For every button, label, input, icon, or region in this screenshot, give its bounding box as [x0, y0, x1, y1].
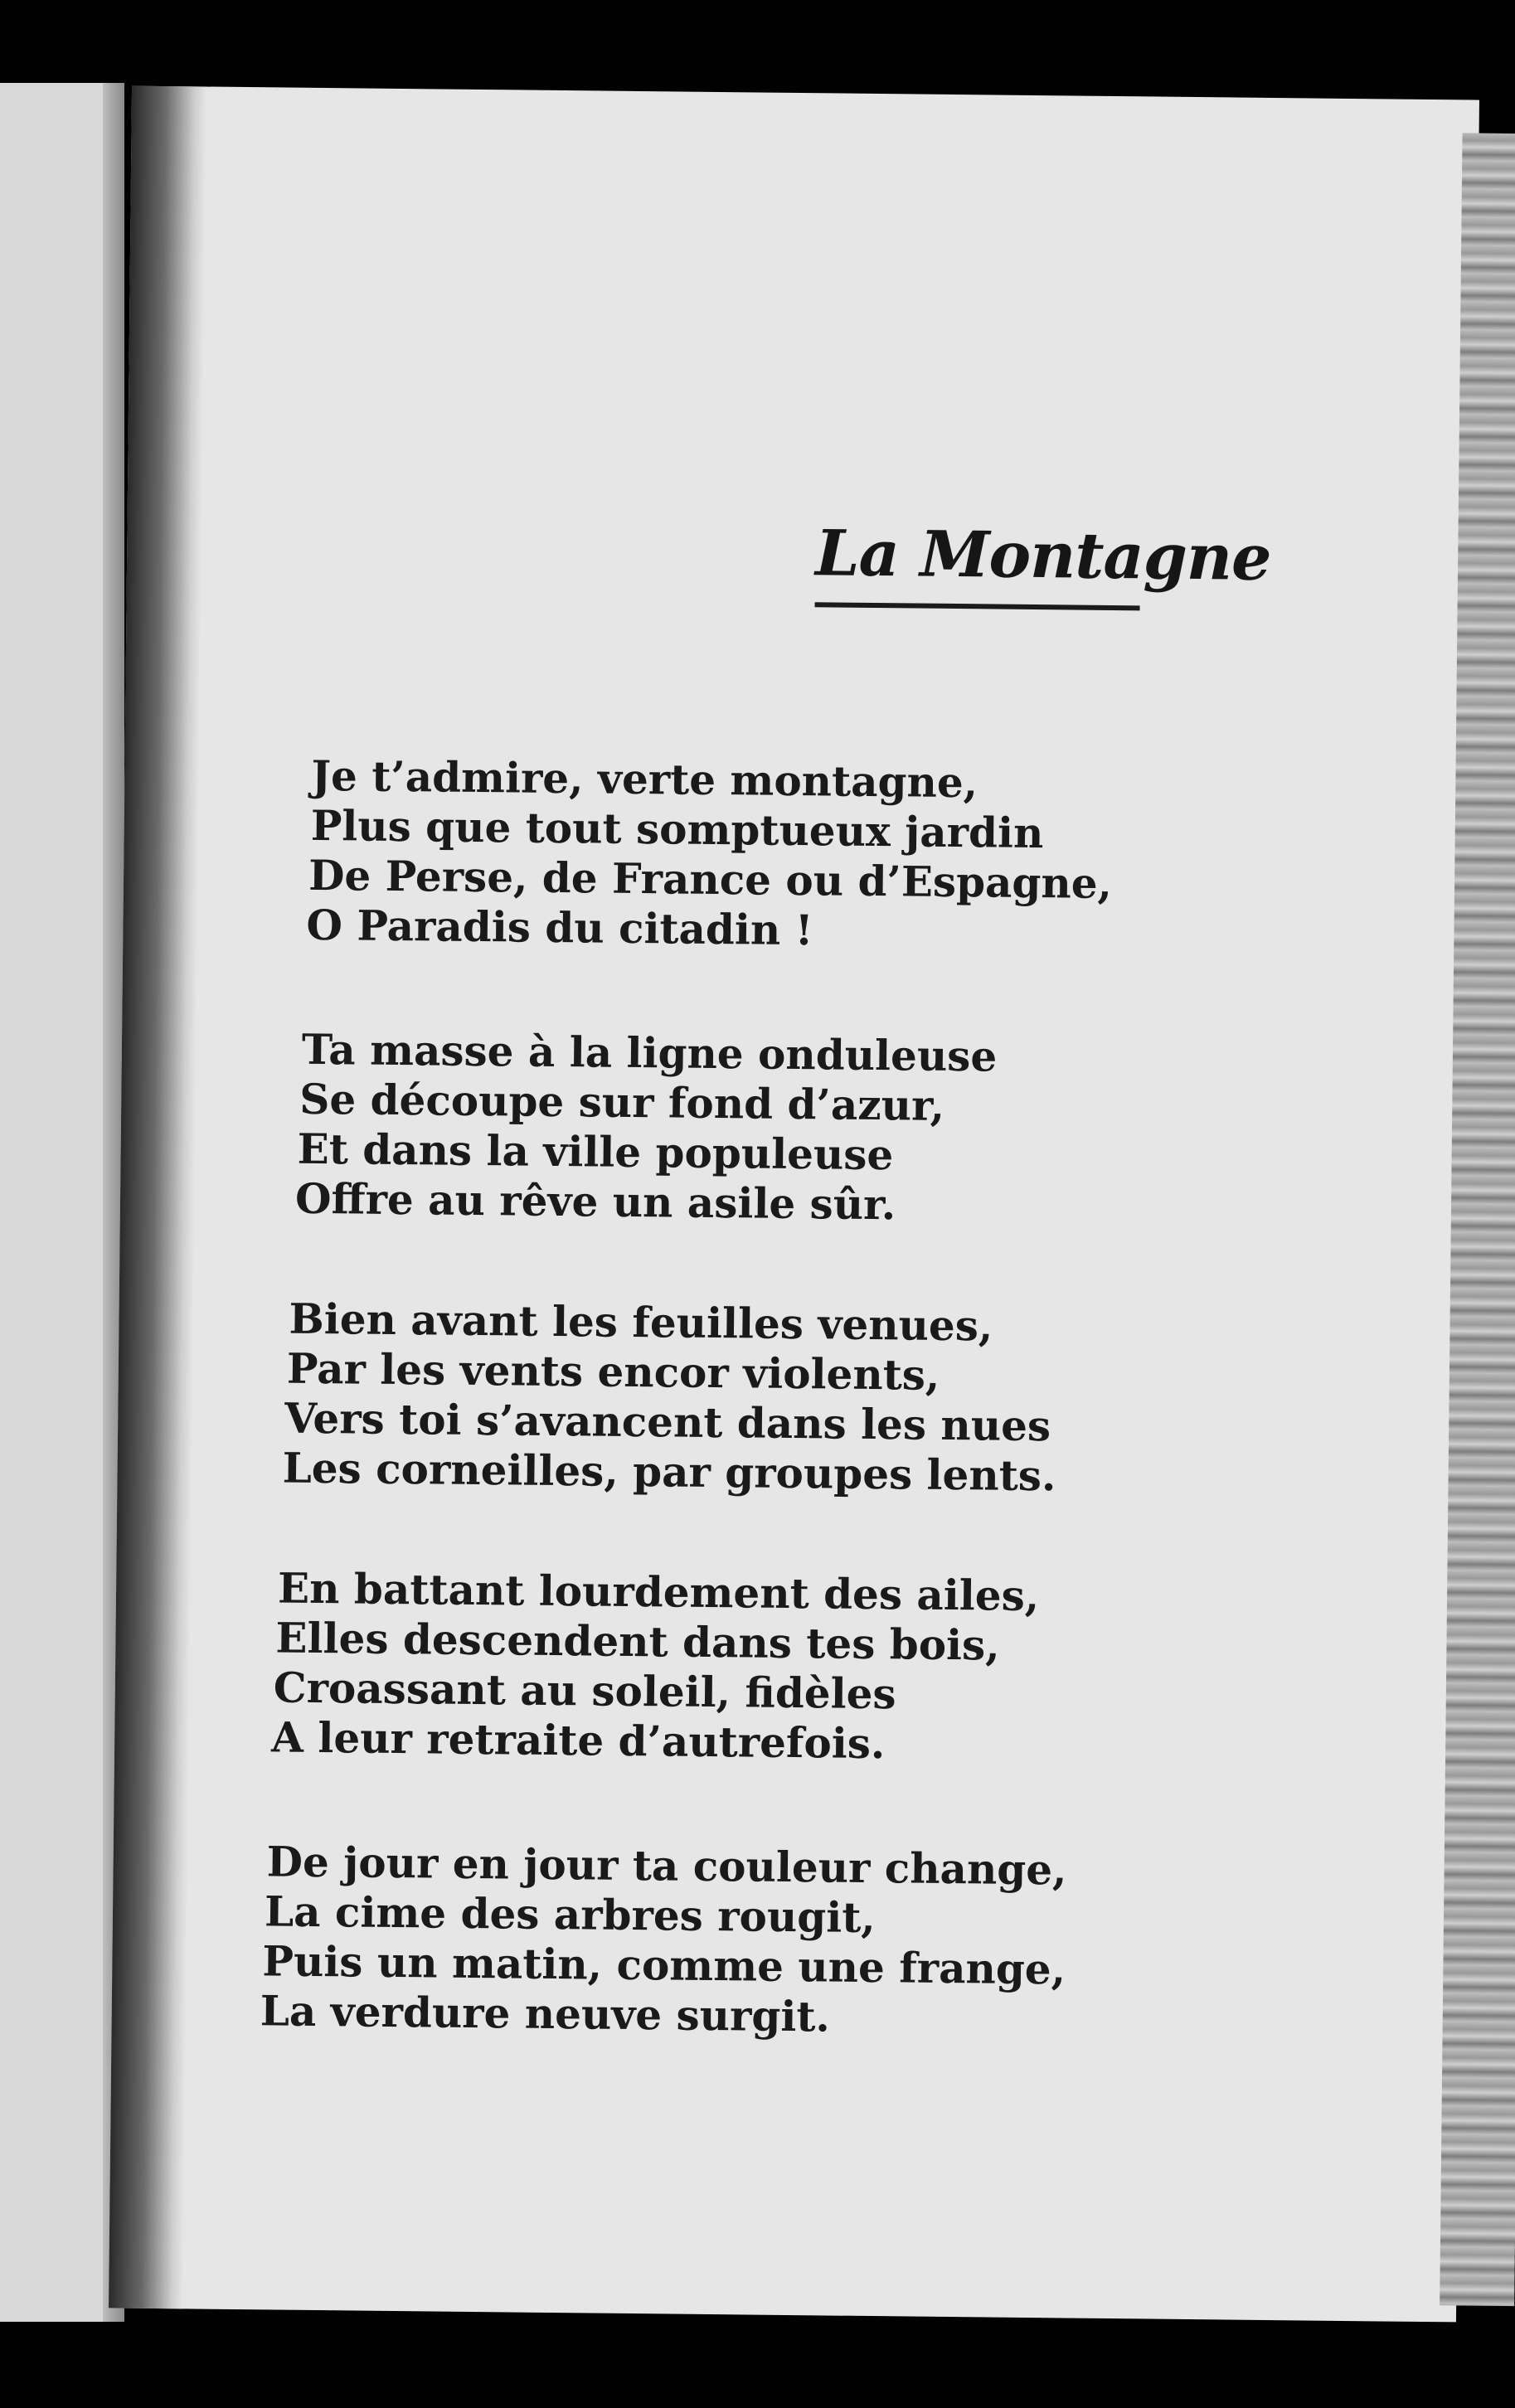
verse-line: Offre au rêve un asile sûr. — [294, 1173, 896, 1230]
title-underline — [815, 602, 1140, 610]
verse-line: De jour en jour ta couleur change, — [266, 1837, 1067, 1895]
verse-line: Se découpe sur fond d’azur, — [299, 1074, 945, 1130]
verse-line: O Paradis du citadin ! — [306, 900, 813, 955]
verse-line: Ta masse à la ligne onduleuse — [301, 1024, 998, 1081]
verse-line: Et dans la ville populeuse — [297, 1124, 894, 1180]
verse-line: Vers toi s’avancent dans les nues — [284, 1393, 1051, 1451]
stanza — [260, 1837, 1294, 2047]
stanza — [282, 1294, 1300, 1504]
stanza — [306, 750, 1306, 961]
verse-line: A leur retraite d’autrefois. — [270, 1712, 886, 1769]
verse-line: Puis un matin, comme une frange, — [262, 1936, 1066, 1994]
verse-line: Elles descendent dans tes bois, — [275, 1613, 1000, 1670]
verse-line: Plus que tout somptueux jardin — [310, 800, 1044, 858]
verse-line: Je t’admire, verte montagne, — [311, 750, 978, 808]
stanza — [270, 1563, 1298, 1774]
facing-page-edge — [0, 83, 124, 2322]
verse-line: De Perse, de France ou d’Espagne, — [308, 850, 1113, 908]
verse-line: En battant lourdement des ailes, — [277, 1563, 1040, 1621]
verse-line: Par les vents encor violents, — [286, 1343, 940, 1400]
verse-line: Les corneilles, par groupes lents. — [282, 1443, 1056, 1501]
verse-line: Croassant au soleil, fidèles — [273, 1663, 896, 1719]
poem-title: La Montagne — [814, 516, 1271, 595]
verse-line: La cime des arbres rougit, — [264, 1886, 876, 1943]
verse-line: La verdure neuve surgit. — [260, 1986, 831, 2041]
stanza — [294, 1024, 1304, 1235]
verse-line: Bien avant les feuilles venues, — [289, 1294, 993, 1351]
page-fore-edge — [1440, 133, 1515, 2306]
book-page — [109, 86, 1479, 2323]
